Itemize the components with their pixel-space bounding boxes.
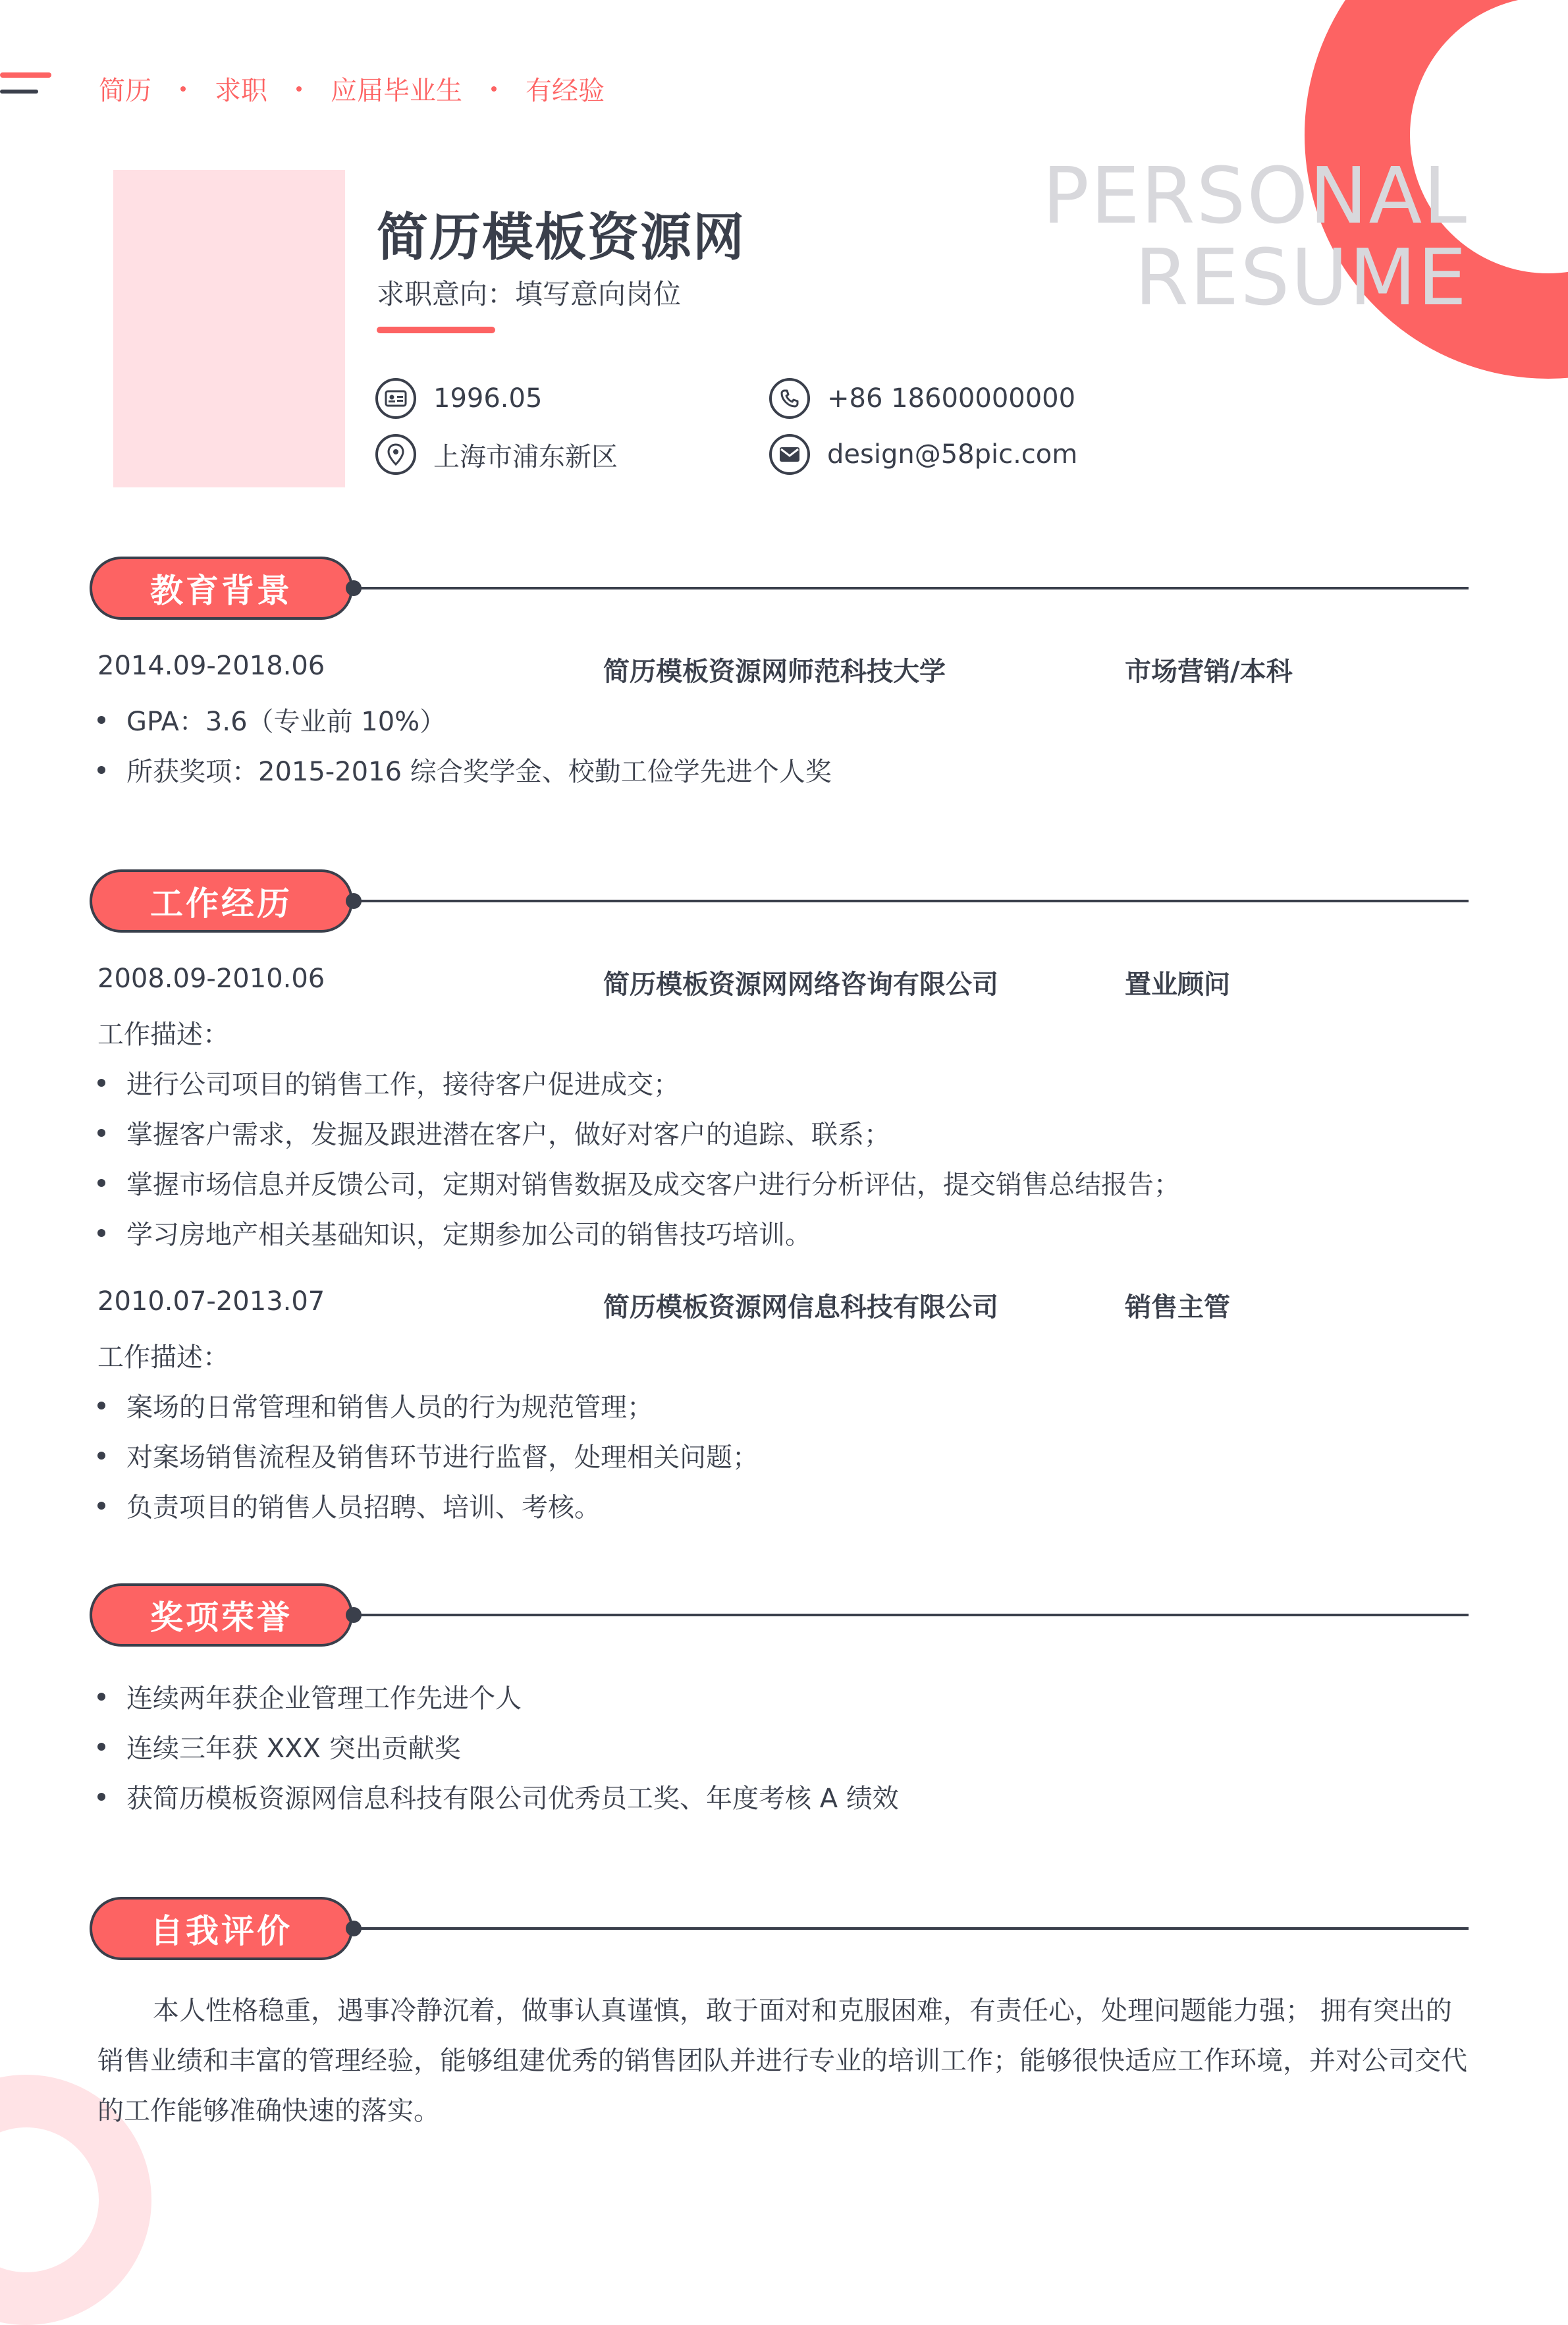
list-item: 掌握市场信息并反馈公司，定期对销售数据及成交客户进行分析评估，提交销售总结报告； [97,1164,1180,1201]
school-name: 简历模板资源网师范科技大学 [603,657,946,687]
divider [360,1927,1469,1930]
list-item: 连续三年获 XXX 突出贡献奖 [97,1728,461,1765]
list-item: GPA：3.6（专业前 10%） [97,701,446,738]
tag-separator [296,86,302,92]
work-row [97,964,1467,1000]
major-degree: 市场营销/本科 [1125,657,1293,687]
divider-knob [346,580,362,596]
location: 上海市浦东新区 [433,441,618,472]
divider-knob [346,1607,362,1623]
mail-icon [769,434,810,475]
work-desc-label: 工作描述： [97,1020,229,1050]
id-card-icon [375,378,416,419]
list-item: 进行公司项目的销售工作，接待客户促进成交； [97,1064,680,1101]
section-title: 自我评价 [90,1897,353,1960]
section-header-education [90,557,1469,620]
job-role: 销售主管 [1125,1292,1230,1323]
divider [360,900,1469,902]
profile-photo-placeholder [113,170,345,487]
personal-resume-watermark [1042,150,1468,323]
birth-date: 1996.05 [433,383,543,414]
tag: 求职 [215,76,267,106]
page-title: 简历模板资源网 [377,208,746,267]
work-desc-label: 工作描述： [97,1342,229,1373]
watermark-line: RESUME [1134,232,1468,323]
section-title: 奖项荣誉 [90,1583,353,1647]
list-item: 负责项目的销售人员招聘、培训、考核。 [97,1487,601,1524]
list-item: 所获奖项：2015-2016 综合奖学金、校勤工俭学先进个人奖 [97,751,832,788]
email-address[interactable]: design@58pic.com [827,439,1078,470]
section-title: 工作经历 [90,869,353,933]
title-underline [377,327,495,333]
location-info [375,434,618,475]
divider-knob [346,893,362,909]
work-row [97,1286,1467,1323]
section-header-awards [90,1583,1469,1647]
phone-number[interactable]: +86 18600000000 [827,383,1076,414]
section-header-work [90,869,1469,933]
divider [360,587,1469,589]
divider [360,1614,1469,1616]
job-intent: 求职意向：填写意向岗位 [377,278,682,310]
birth-info [375,378,542,419]
phone-icon [769,378,810,419]
email-info [769,434,1077,475]
work-period: 2008.09-2010.06 [97,964,325,994]
tag: 应届毕业生 [331,76,462,106]
self-evaluation-text: 本人性格稳重，遇事冷静沉着，做事认真谨慎，敢于面对和克服困难，有责任心，处理问题能力强； 拥有突出的销售业绩和丰富的管理经验，能够组建优秀的销售团队并进行专业的培训工作；能够很快适应工作环境，并对公司交代的工作能够准确快速的落实。 [97,1996,1467,2126]
list-item: 案场的日常管理和销售人员的行为规范管理； [97,1386,653,1424]
education-period: 2014.09-2018.06 [97,651,325,681]
list-item: 掌握客户需求，发掘及跟进潜在客户，做好对客户的追踪、联系； [97,1114,890,1151]
tag-separator [491,86,497,92]
company-name: 简历模板资源网信息科技有限公司 [603,1292,998,1323]
list-item: 连续两年获企业管理工作先进个人 [97,1678,522,1715]
tag-separator [180,86,186,92]
section-title: 教育背景 [90,557,353,620]
tag: 有经验 [526,76,605,106]
job-role: 置业顾问 [1125,970,1230,1000]
watermark-line: PERSONAL [1042,150,1468,241]
section-header-self [90,1897,1469,1960]
phone-info [769,378,1075,419]
tag-line [99,70,605,107]
divider-knob [346,1921,362,1936]
list-item: 学习房地产相关基础知识，定期参加公司的销售技巧培训。 [97,1214,811,1251]
location-pin-icon [375,434,416,475]
list-item: 获简历模板资源网信息科技有限公司优秀员工奖、年度考核 A 绩效 [97,1778,899,1815]
tag: 简历 [99,76,151,106]
list-item: 对案场销售流程及销售环节进行监督，处理相关问题； [97,1436,759,1474]
work-period: 2010.07-2013.07 [97,1286,325,1317]
education-row [97,651,1467,687]
company-name: 简历模板资源网网络咨询有限公司 [603,970,998,1000]
